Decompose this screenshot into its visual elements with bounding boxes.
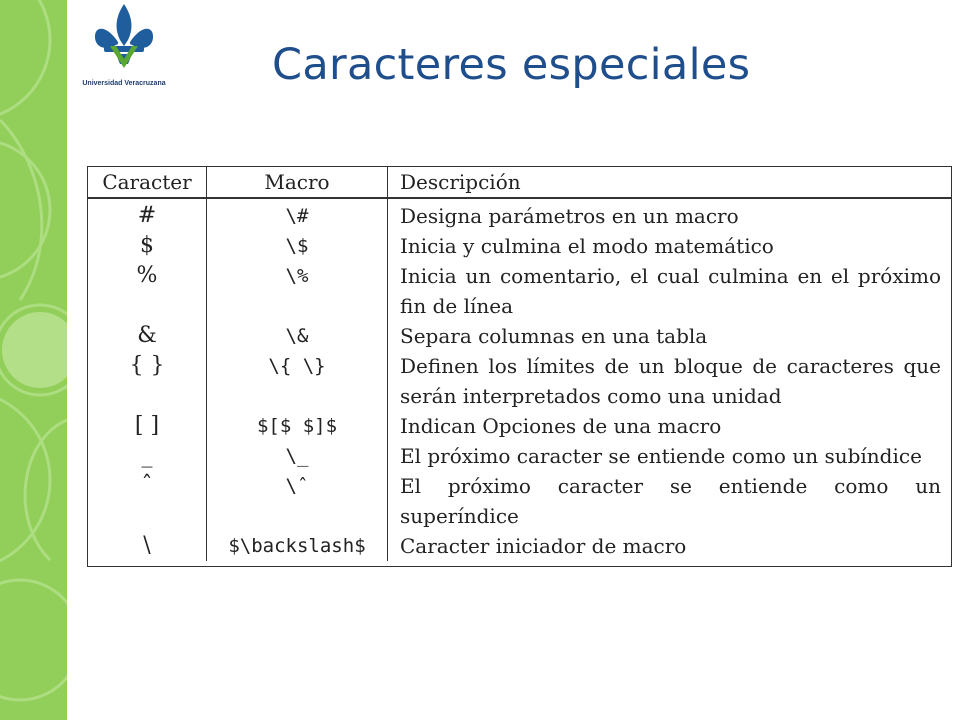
university-logo (72, 2, 176, 90)
description-cell: Inicia un comentario, el cual culmina en el próximo fin de línea (400, 264, 941, 318)
char-cell: _ (88, 441, 207, 471)
logo-text: Universidad Veracruzana (82, 80, 166, 87)
char-cell: & (88, 321, 207, 351)
char-cell: % (88, 261, 207, 321)
special-characters-table (87, 166, 952, 567)
macro-cell: $[$ $]$ (207, 411, 388, 441)
decorative-side-bar (0, 0, 67, 720)
description-cell: El próximo caracter se entiende como un superíndice (400, 474, 941, 528)
swirl-pattern-icon (0, 0, 67, 720)
description-cell: Inicia y culmina el modo matemático (400, 234, 774, 258)
char-cell: # (88, 198, 207, 231)
table-row (88, 531, 951, 561)
table-row (88, 321, 951, 351)
table-row (88, 411, 951, 441)
macro-cell: \_ (207, 441, 388, 471)
description-cell: Definen los límites de un bloque de caracteres que serán interpretados como una unidad (400, 354, 941, 408)
header-caracter: Caracter (88, 167, 207, 198)
table (88, 167, 951, 561)
char-cell: [ ] (88, 411, 207, 441)
table-row (88, 351, 951, 411)
table-row (88, 231, 951, 261)
macro-cell: \& (207, 321, 388, 351)
description-cell: Indican Opciones de una macro (400, 414, 722, 438)
macro-cell: $\backslash$ (207, 531, 388, 561)
description-cell: Caracter iniciador de macro (400, 534, 687, 558)
description-cell: El próximo caracter se entiende como un subíndice (400, 444, 922, 468)
char-cell: { } (88, 351, 207, 411)
description-cell: Separa columnas en una tabla (400, 324, 708, 348)
description-cell: Designa parámetros en un macro (400, 204, 739, 228)
table-header-row (88, 167, 951, 198)
macro-cell: \# (207, 198, 388, 231)
macro-cell: \% (207, 261, 388, 321)
header-descripcion: Descripción (388, 167, 952, 198)
fleur-de-lis-logo-icon (92, 2, 156, 78)
table-row (88, 261, 951, 321)
macro-cell: \$ (207, 231, 388, 261)
char-cell: \ (88, 531, 207, 561)
table-row (88, 441, 951, 471)
macro-cell: \ˆ (207, 471, 388, 531)
char-cell: ˆ (88, 471, 207, 531)
char-cell: $ (88, 231, 207, 261)
page-title: Caracteres especiales (272, 40, 751, 90)
macro-cell: \{ \} (207, 351, 388, 411)
table-row (88, 198, 951, 231)
header-macro: Macro (207, 167, 388, 198)
table-row (88, 471, 951, 531)
